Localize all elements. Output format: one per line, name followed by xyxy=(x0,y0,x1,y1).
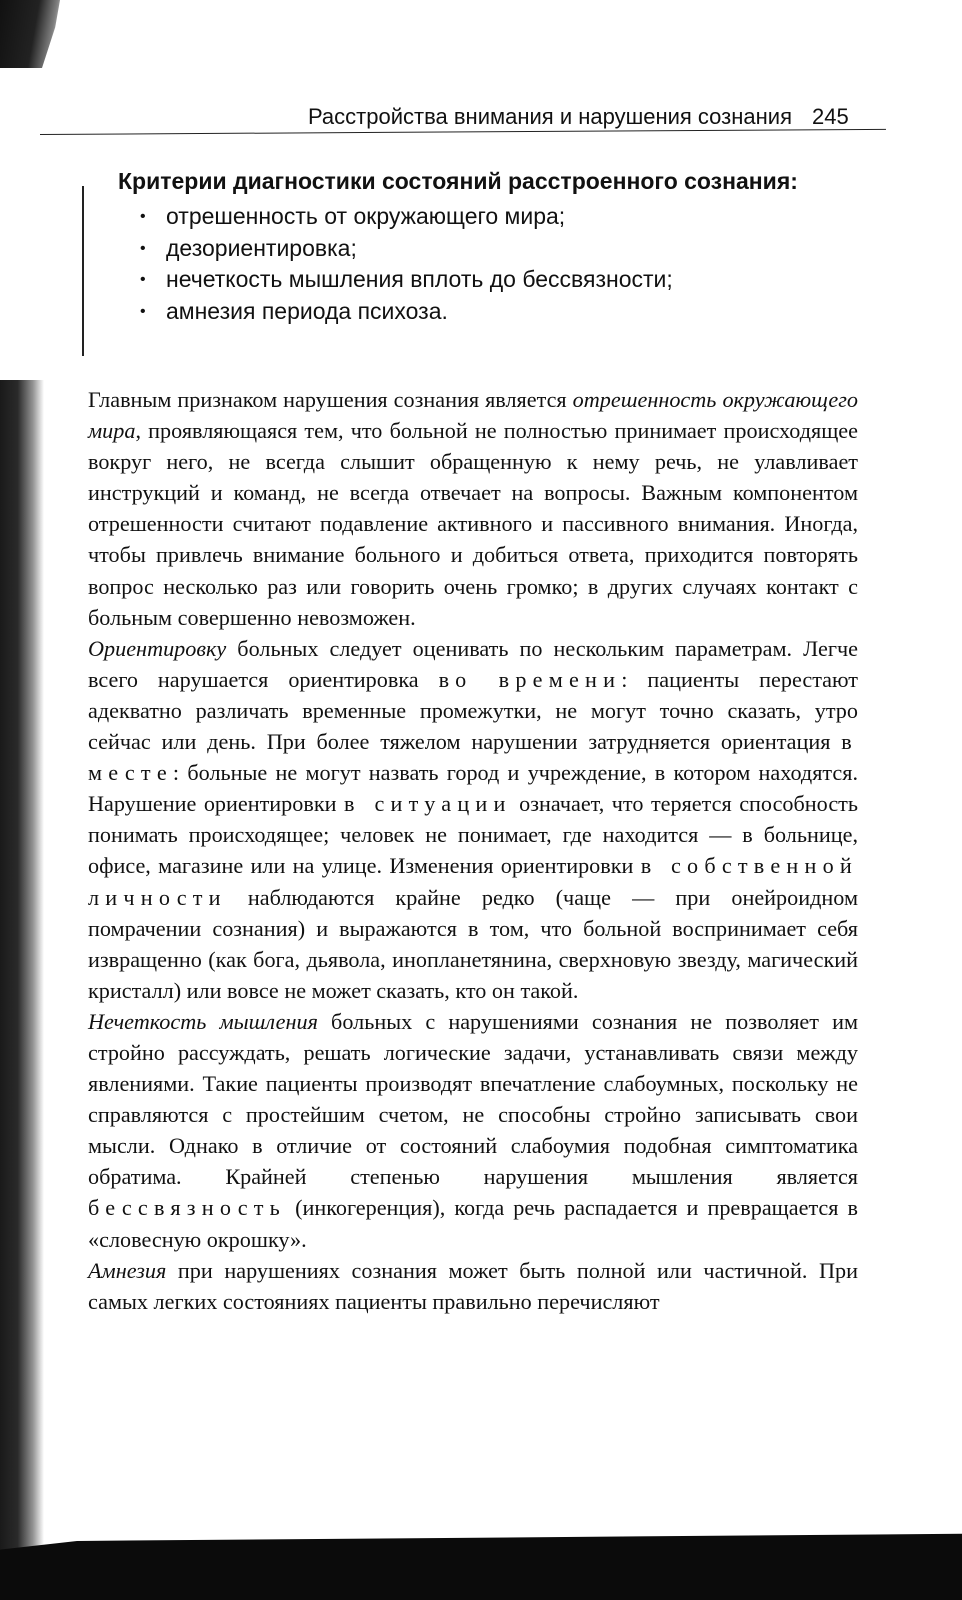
paragraph-thinking xyxy=(88,1006,858,1255)
text-run: : пациенты перестают адекватно различать временные промежутки, не могут точно сказать, утро сейчас или день. При более тяжелом нарушении затрудняется ориентация xyxy=(88,666,858,755)
text-run: наблюдаются крайне редко (чаще — при онейроидном помрачении сознания) и выражаются в том, что больной воспринимает себя извращенно (как бога, дьявола, инопланетянина, сверхновую звезду, магический кристалл) или вовсе не может сказать, кто он такой. xyxy=(88,884,858,1003)
scan-shadow-corner xyxy=(0,0,60,68)
text-run: : больные не могут назвать город и учреждение, в котором находятся. Нарушение ориентировки xyxy=(88,760,858,817)
body-text xyxy=(88,384,858,1317)
spaced-term: в месте xyxy=(88,729,858,786)
criteria-item: • амнезия периода психоза. xyxy=(140,296,878,328)
text-run: при нарушениях сознания может быть полной или частичной. При самых легких состояниях пациенты правильно перечисляют xyxy=(88,1257,858,1314)
criteria-list xyxy=(118,201,878,327)
spaced-term: в ситуации xyxy=(344,791,512,817)
text-run: больных следует оценивать по нескольким параметрам. Легче всего нарушается ориентировка xyxy=(88,635,858,692)
text-run: (инкогеренция), когда речь распадается и превращается в «словесную окрошку». xyxy=(88,1195,858,1252)
running-header-title: Расстройства внимания и нарушения сознания xyxy=(307,104,792,129)
spaced-term: во времени xyxy=(438,666,622,692)
criteria-box-border xyxy=(82,186,84,356)
italic-term: отрешенность окружающего мира xyxy=(88,387,858,444)
spaced-term: в собственной личности xyxy=(88,853,859,910)
text-run: Главным признаком нарушения сознания является xyxy=(88,387,573,412)
criteria-item: • отрешенность от окружающего мира; xyxy=(140,201,878,233)
scan-shadow-bottom xyxy=(0,1528,962,1600)
criteria-box xyxy=(118,166,878,327)
italic-term: Ориентировку xyxy=(88,635,227,661)
text-run: означает, что теряется способность понимать происходящее; человек не понимает, где находится — в больнице, офисе, магазине или на улице. Изменения ориентировки xyxy=(88,791,858,879)
text-run: больных с нарушениями сознания не позволяет им стройно рассуждать, решать логические задачи, устанавливать связи между явлениями. Такие пациенты производят впечатление слабоумных, поскольку не справляются с простейшим счетом, не способны стройно записывать свои мысли. Однако в отличие от состояний слабоумия подобная симптоматика обратима. Крайней степенью нарушения мышления является xyxy=(88,1008,858,1190)
paragraph-orientation xyxy=(88,633,858,1006)
paragraph-detachment xyxy=(88,384,858,633)
spaced-term: бессвязность xyxy=(88,1195,287,1221)
italic-term: Нечеткость мышления xyxy=(88,1008,318,1034)
page-number: 245 xyxy=(812,104,849,129)
italic-term: Амнезия xyxy=(88,1257,167,1283)
criteria-item: • нечеткость мышления вплоть до бессвязности; xyxy=(140,264,878,296)
paragraph-amnesia xyxy=(88,1255,858,1317)
text-run: , проявляющаяся тем, что больной не полностью принимает происходящее вокруг него, не всегда слышит обращенную к нему речь, не улавливает инструкций и команд, не всегда отвечает на вопросы. Важным компонентом отрешенности считают подавление активного и пассивного внимания. Иногда, чтобы привлечь внимание больного и добиться ответа, приходится повторять вопрос несколько раз или говорить очень громко; в других случаях контакт с больным совершенно невозможен. xyxy=(88,418,858,630)
criteria-title: Критерии диагностики состояний расстроенного сознания: xyxy=(118,168,798,194)
scan-shadow-left-edge xyxy=(0,380,44,1600)
criteria-item: • дезориентировка; xyxy=(140,233,878,265)
